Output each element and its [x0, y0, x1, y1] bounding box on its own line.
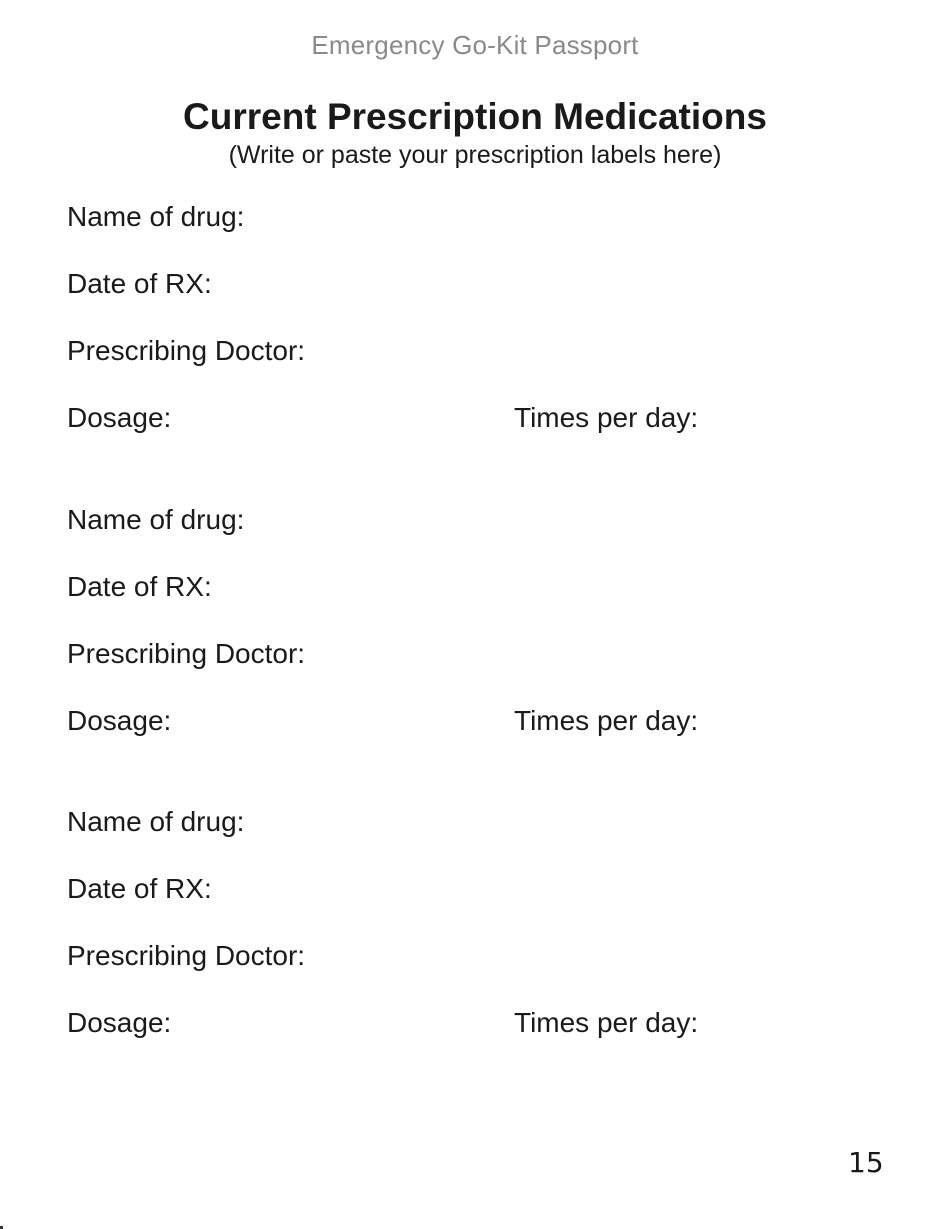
medication-record-1: [67, 201, 887, 461]
dosage-label: Dosage:: [67, 402, 172, 433]
page-title: Current Prescription Medications: [183, 96, 767, 137]
drug-name-label: Name of drug:: [67, 806, 245, 837]
times-per-day-label: Times per day:: [514, 1007, 699, 1038]
prescribing-doctor-label: Prescribing Doctor:: [67, 335, 306, 366]
rx-date-label: Date of RX:: [67, 571, 212, 602]
rx-date-label: Date of RX:: [67, 268, 212, 299]
prescribing-doctor-label: Prescribing Doctor:: [67, 638, 306, 669]
times-per-day-label: Times per day:: [514, 705, 699, 736]
times-per-day-label: Times per day:: [514, 402, 699, 433]
medication-record-3: [67, 806, 887, 1066]
drug-name-label: Name of drug:: [67, 504, 245, 535]
page-subtitle: (Write or paste your prescription labels here): [228, 141, 722, 169]
running-header: Emergency Go-Kit Passport: [311, 30, 639, 60]
prescribing-doctor-label: Prescribing Doctor:: [67, 940, 306, 971]
drug-name-label: Name of drug:: [67, 201, 245, 232]
dosage-label: Dosage:: [67, 1007, 172, 1038]
dosage-label: Dosage:: [67, 705, 172, 736]
medication-record-2: [67, 504, 887, 764]
page-number: 15: [848, 1146, 884, 1179]
rx-date-label: Date of RX:: [67, 873, 212, 904]
